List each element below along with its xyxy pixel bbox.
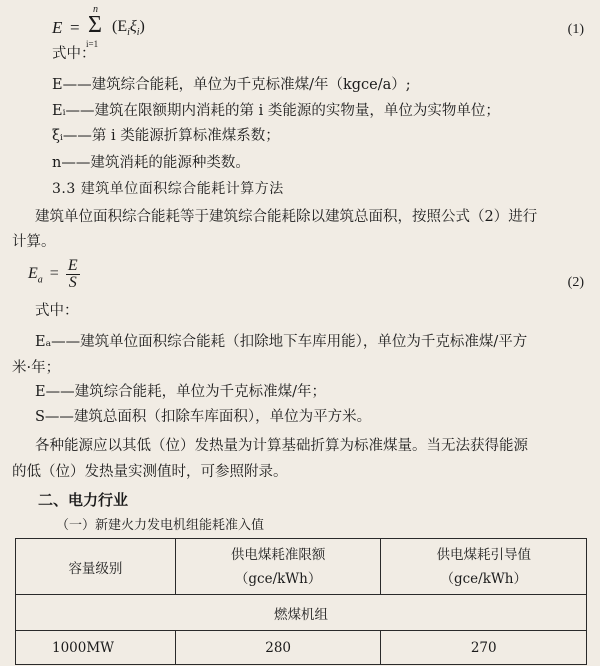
section-2-heading: 二、电力行业 [38, 491, 129, 509]
para-3-3-line2: 计算。 [12, 234, 56, 250]
para-energy-line2: 的低（位）发热量实测值时，可参照附录。 [12, 464, 288, 480]
table-header-row [16, 539, 587, 595]
eq2-fraction: $\frac{E}{S}$ [67, 257, 78, 291]
table-row [16, 631, 587, 665]
shizhong-2: 式中： [35, 303, 79, 319]
energy-table [15, 538, 587, 665]
para-energy-line1: 各种能源应以其低（位）发热量为计算基础折算为标准煤量。当无法获得能源 [35, 438, 528, 454]
eq1-sum-upper: n [93, 4, 98, 15]
def-e: E——建筑综合能耗，单位为千克标准煤/年（kgce/a）; [52, 77, 411, 93]
def-ea-line2: 米·年； [12, 360, 61, 376]
cell-guide: 270 [381, 631, 587, 665]
header-limit: 供电煤耗准限额 （gce/kWh） [175, 539, 381, 595]
def-xi: ξᵢ——第 i 类能源折算标准煤系数； [52, 128, 280, 144]
para-3-3-line1: 建筑单位面积综合能耗等于建筑综合能耗除以建筑总面积，按照公式（2）进行 [35, 209, 538, 225]
group-coal: 燃煤机组 [16, 595, 587, 631]
def-s: S——建筑总面积（扣除车库面积），单位为平方米。 [35, 409, 372, 425]
header-capacity: 容量级别 [16, 539, 176, 595]
subsection-1-heading: （一）新建火力发电机组能耗准入值 [56, 518, 265, 533]
eq1-sum-lower: i=1 [86, 39, 99, 49]
eq1-number: (1) [567, 22, 584, 37]
shizhong-1: 式中： [52, 46, 96, 62]
eq2-number: (2) [567, 275, 584, 290]
cell-capacity: 1000MW [16, 631, 176, 665]
section-3-3-heading: 3.3 建筑单位面积综合能耗计算方法 [52, 181, 284, 197]
header-guide: 供电煤耗引导值 （gce/kWh） [381, 539, 587, 595]
equation-2: $E_a$ = $\frac{E}{S}$ [28, 257, 78, 291]
eq1-equals: = [70, 18, 80, 37]
eq1-body: $(E_i\xi_i)$ [112, 18, 145, 39]
eq1-sigma: Σ [88, 12, 102, 38]
def-n: n——建筑消耗的能源种类数。 [52, 155, 250, 171]
def-e2: E——建筑综合能耗，单位为千克标准煤/年； [35, 384, 326, 400]
def-ei: Eᵢ——建筑在限额期内消耗的第 i 类能源的实物量，单位为实物单位； [52, 103, 500, 119]
table-group-row [16, 595, 587, 631]
def-ea-line1: Eₐ——建筑单位面积综合能耗（扣除地下车库用能），单位为千克标准煤/平方 [35, 334, 528, 350]
cell-limit: 280 [175, 631, 381, 665]
eq1-lhs: E [52, 18, 63, 37]
